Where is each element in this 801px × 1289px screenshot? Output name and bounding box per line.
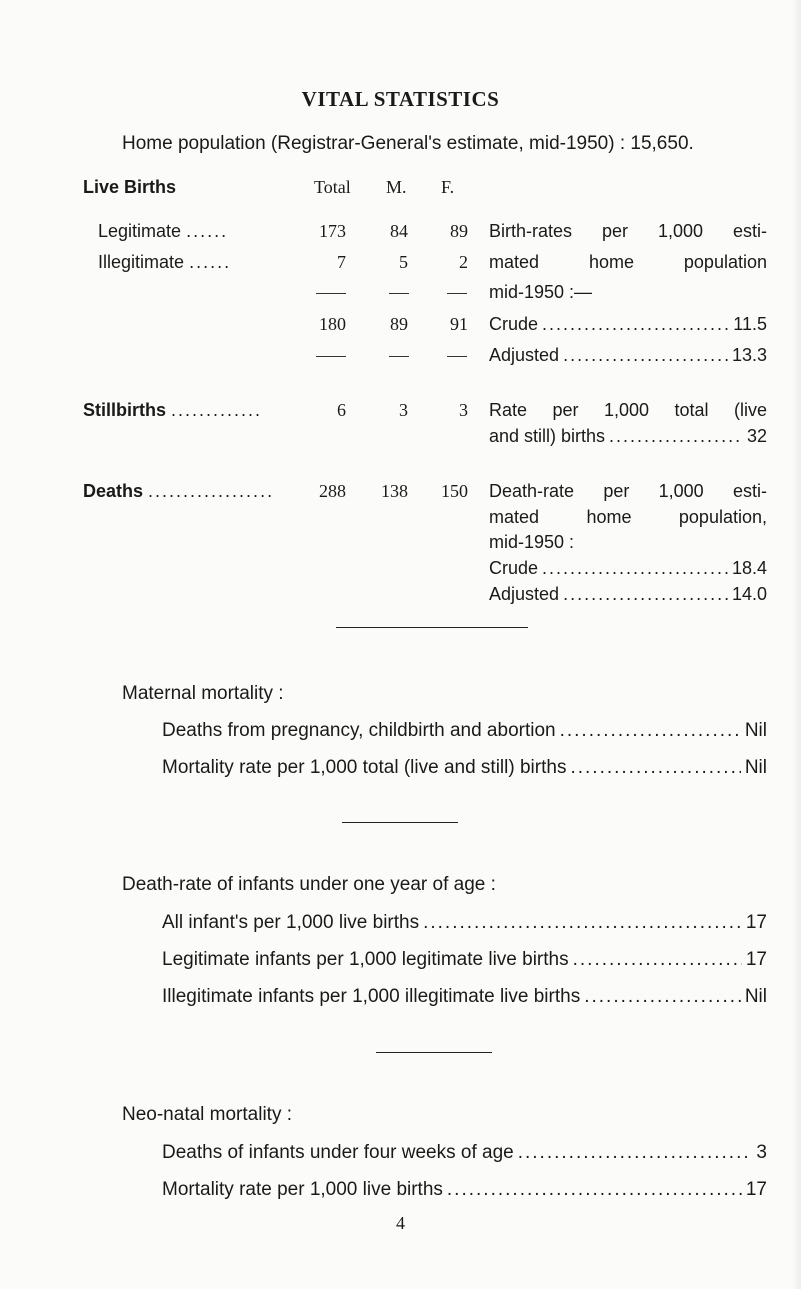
infant-legitimate: Legitimate infants per 1,000 legitimate live births ..... 17 (162, 949, 767, 971)
deaths-f: 150 (441, 481, 468, 501)
maternal-mortality-rate: Mortality rate per 1,000 total (live and still) births ..... Nil (162, 757, 767, 779)
col-total-header: Total (314, 177, 351, 197)
stillbirths-f: 3 (459, 400, 468, 420)
sum-rule-total (316, 293, 346, 294)
birth-rate-text-1: Birth-rates per 1,000 esti- (489, 221, 767, 241)
stillbirths-m: 3 (399, 400, 408, 420)
infant-heading: Death-rate of infants under one year of age : (122, 874, 496, 895)
deaths-label: Deaths .................. (83, 481, 275, 501)
section-divider-2 (342, 822, 458, 823)
row-legitimate-total: 173 (319, 221, 346, 241)
stillbirths-total: 6 (337, 400, 346, 420)
section-divider-1 (336, 627, 528, 628)
sum-f: 91 (450, 314, 468, 334)
death-rate-crude: Crude ..... 18.4 (489, 558, 767, 579)
total-rule-m (389, 356, 409, 357)
row-illegitimate-total: 7 (337, 252, 346, 272)
birth-rate-text-3: mid-1950 :— (489, 282, 593, 302)
birth-rate-text-2: mated home population (489, 252, 767, 272)
death-rate-text-3: mid-1950 : (489, 532, 575, 552)
deaths-m: 138 (381, 481, 408, 501)
death-rate-text-1: Death-rate per 1,000 esti- (489, 481, 767, 501)
infant-all: All infant's per 1,000 live births ..... 17 (162, 912, 767, 934)
row-illegitimate-label: Illegitimate ...... (98, 252, 232, 272)
population-line: Home population (Registrar-General's estimate, mid-1950) : 15,650. (122, 133, 694, 154)
row-legitimate-f: 89 (450, 221, 468, 241)
stillbirths-label: Stillbirths ............. (83, 400, 263, 420)
neonatal-deaths: Deaths of infants under four weeks of age ..... 3 (162, 1142, 767, 1164)
section-divider-3 (376, 1052, 492, 1053)
stillbirth-rate-text-1: Rate per 1,000 total (live (489, 400, 767, 420)
col-m-header: M. (386, 177, 407, 197)
row-legitimate-label: Legitimate ...... (98, 221, 229, 241)
total-rule-total (316, 356, 346, 357)
live-births-heading: Live Births (83, 177, 177, 197)
row-legitimate-m: 84 (390, 221, 408, 241)
page-number: 4 (396, 1213, 405, 1233)
neonatal-heading: Neo-natal mortality : (122, 1104, 293, 1125)
infant-illegitimate: Illegitimate infants per 1,000 illegitimate live births ..... Nil (162, 986, 767, 1008)
death-rate-text-2: mated home population, (489, 507, 767, 527)
page-title: VITAL STATISTICS (301, 87, 500, 111)
page-edge-shadow (793, 0, 801, 1289)
neonatal-mortality-rate: Mortality rate per 1,000 live births ..... 17 (162, 1179, 767, 1201)
death-rate-adjusted: Adjusted ..... 14.0 (489, 584, 767, 605)
sum-total: 180 (319, 314, 346, 334)
total-rule-f (447, 356, 467, 357)
maternal-heading: Maternal mortality : (122, 683, 284, 704)
birth-rate-adjusted: Adjusted ..... 13.3 (489, 345, 767, 366)
stillbirth-rate: and still) births ..... 32 (489, 426, 767, 447)
maternal-deaths: Deaths from pregnancy, childbirth and abortion ..... Nil (162, 720, 767, 742)
sum-m: 89 (390, 314, 408, 334)
row-illegitimate-m: 5 (399, 252, 408, 272)
row-illegitimate-f: 2 (459, 252, 468, 272)
col-f-header: F. (441, 177, 455, 197)
sum-rule-m (389, 293, 409, 294)
sum-rule-f (447, 293, 467, 294)
deaths-total: 288 (319, 481, 346, 501)
birth-rate-crude: Crude ..... 11.5 (489, 314, 767, 335)
